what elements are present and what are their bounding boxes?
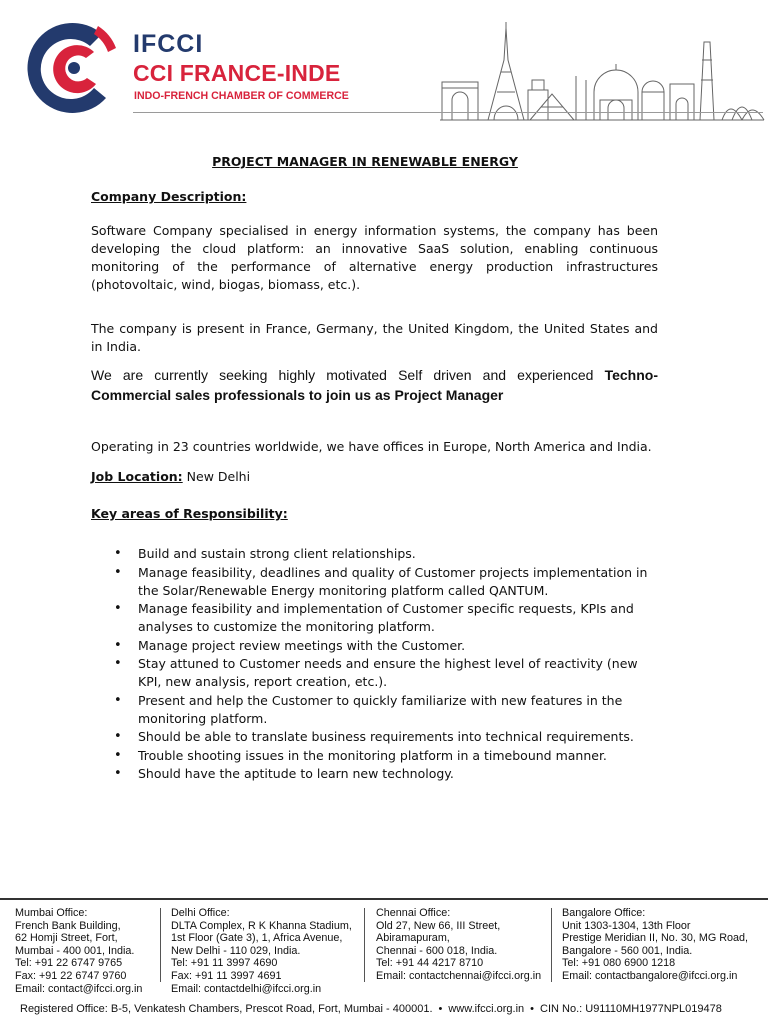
office-title: Bangalore Office: (562, 907, 646, 919)
office-line: Email: contact@ifcci.org.in (15, 982, 143, 995)
office-line: 62 Homji Street, Fort, (15, 932, 118, 945)
list-item: • Should have the aptitude to learn new technology. (110, 765, 650, 783)
office-line: Email: contactdelhi@ifcci.org.in (171, 982, 322, 995)
office-title: Chennai Office: (376, 907, 451, 919)
office-delhi (171, 907, 352, 995)
presence-paragraph: The company is present in France, Germany, the United Kingdom, the United States and in India. (91, 321, 658, 354)
job-location-label: Job Location: (91, 469, 183, 484)
job-location-value: New Delhi (182, 469, 251, 484)
office-line: Abiramapuram, (376, 932, 450, 945)
seeking-role: Techno-Commercial sales professionals to join us as Project Manager (91, 367, 658, 403)
job-location (91, 469, 250, 484)
office-line: New Delhi - 110 029, India. (171, 944, 301, 957)
cin-number: CIN No.: U91110MH1977NPL019478 (540, 1003, 722, 1015)
office-line: Email: contactchennai@ifcci.org.in (376, 969, 542, 982)
brand-cci-france-inde: CCI FRANCE-INDE (133, 60, 341, 86)
list-item: • Stay attuned to Customer needs and ensure the highest level of reactivity (new KPI, new analysis, report creation, etc.). (110, 655, 650, 691)
company-description: Software Company specialised in energy information systems, the company has been developing the cloud platform: an innovative SaaS solution, enabling continuous monitoring of the performance of alternative energy production infrastructures (photovoltaic, wind, biogas, biomass, etc.). (91, 223, 658, 292)
footer-divider (0, 898, 768, 900)
page-title: PROJECT MANAGER IN RENEWABLE ENERGY (212, 154, 518, 169)
brand-ifcci: IFCCI (133, 30, 204, 58)
footer-separator (160, 908, 161, 982)
list-item: • Build and sustain strong client relationships. (110, 545, 650, 563)
office-line: French Bank Building, (15, 919, 121, 932)
office-chennai (376, 907, 541, 983)
footer-separator (364, 908, 365, 982)
office-line: Bangalore - 560 001, India. (562, 944, 693, 957)
list-item: • Should be able to translate business requirements into technical requirements. (110, 728, 650, 746)
office-line: Chennai - 600 018, India. (376, 944, 498, 957)
office-line: Prestige Meridian II, No. 30, MG Road, (562, 932, 749, 945)
bullet-separator: • (438, 1003, 443, 1015)
office-line: DLTA Complex, R K Khanna Stadium, (171, 919, 352, 932)
list-item: • Manage feasibility and implementation of Customer specific requests, KPIs and analyses to customize the monitoring platform. (110, 600, 650, 636)
ifcci-logo-icon (24, 18, 124, 118)
brand-chamber-name: INDO-FRENCH CHAMBER OF COMMERCE (134, 90, 349, 102)
office-line: Tel: +91 080 6900 1218 (562, 957, 676, 970)
office-mumbai (15, 907, 142, 995)
office-line: Email: contactbangalore@ifcci.org.in (562, 969, 738, 982)
registered-address: Registered Office: B-5, Venkatesh Chambers, Prescot Road, Fort, Mumbai - 400001. (20, 1003, 433, 1015)
header-divider (133, 112, 763, 113)
office-line: Old 27, New 66, III Street, (376, 919, 501, 932)
responsibility-heading: Key areas of Responsibility: (91, 506, 288, 521)
office-line: Tel: +91 11 3997 4690 (171, 957, 278, 970)
list-item: • Manage project review meetings with the Customer. (110, 637, 650, 655)
office-bangalore (562, 907, 748, 983)
registered-office-line (20, 1003, 760, 1015)
office-line: Unit 1303-1304, 13th Floor (562, 919, 691, 932)
bullet-separator: • (530, 1003, 535, 1015)
company-heading: Company Description: (91, 189, 247, 204)
list-item: • Manage feasibility, deadlines and quality of Customer projects implementation in the Solar/Renewable Energy monitoring platform called QANTUM. (110, 564, 650, 600)
list-item: • Trouble shooting issues in the monitoring platform in a timebound manner. (110, 747, 650, 765)
responsibility-list (110, 545, 650, 784)
office-line: Fax: +91 22 6747 9760 (15, 969, 127, 982)
footer-separator (551, 908, 552, 982)
office-title: Mumbai Office: (15, 907, 88, 919)
website-link[interactable]: www.ifcci.org.in (448, 1003, 525, 1015)
office-line: 1st Floor (Gate 3), 1, Africa Avenue, (171, 932, 343, 945)
seeking-text: We are currently seeking highly motivated Self driven and experienced (91, 367, 605, 383)
office-line: Tel: +91 22 6747 9765 (15, 957, 123, 970)
office-title: Delhi Office: (171, 907, 230, 919)
office-line: Tel: +91 44 4217 8710 (376, 957, 484, 970)
list-item: • Present and help the Customer to quickly familiarize with new features in the monitoring platform. (110, 692, 650, 728)
seeking-paragraph (91, 365, 658, 405)
operating-paragraph: Operating in 23 countries worldwide, we have offices in Europe, North America and India. (91, 439, 652, 454)
office-line: Fax: +91 11 3997 4691 (171, 969, 282, 982)
office-line: Mumbai - 400 001, India. (15, 944, 135, 957)
